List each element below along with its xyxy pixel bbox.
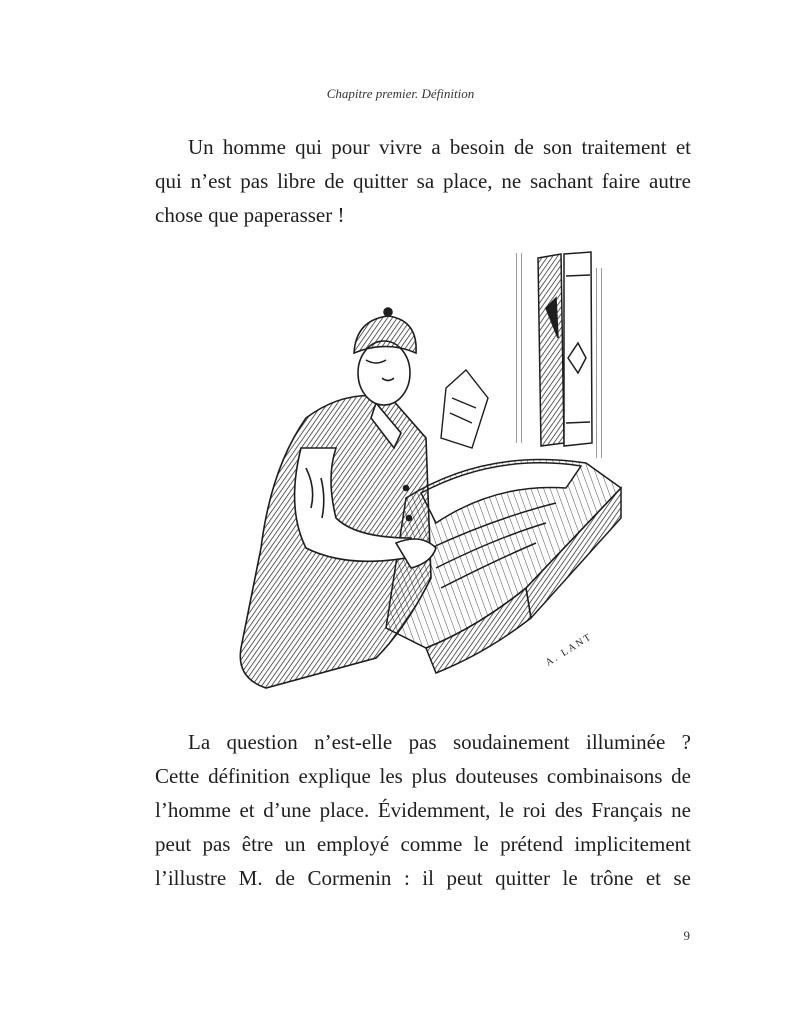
paragraph-line: l’homme et d’une place. Évidemment, le roi des Français ne: [155, 798, 691, 822]
paragraph-line: Cette définition explique les plus douteuses combinaisons de: [155, 764, 691, 788]
paragraph-line: qui n’est pas libre de quitter sa place, ne sachant faire autre: [155, 169, 691, 193]
paragraph-2: [155, 725, 691, 895]
engraving-illustration: [226, 248, 626, 698]
paragraph-line: chose que paperasser !: [155, 203, 345, 227]
paragraph-1: [155, 130, 691, 232]
held-paper: [441, 370, 488, 448]
paragraph-line: l’illustre M. de Cormenin : il peut quitter le trône et se: [155, 866, 691, 890]
page-number: 9: [683, 928, 690, 943]
running-head: Chapitre premier. Définition: [326, 86, 475, 101]
paragraph-line: La question n’est-elle pas soudainement illuminée ?: [188, 730, 691, 754]
paragraph-line: peut pas être un employé comme le prétend implicitement: [155, 832, 691, 856]
artist-signature: A. LANT: [543, 631, 595, 669]
paragraph-line: Un homme qui pour vivre a besoin de son traitement et: [188, 135, 691, 159]
ledger-books: [538, 252, 592, 446]
